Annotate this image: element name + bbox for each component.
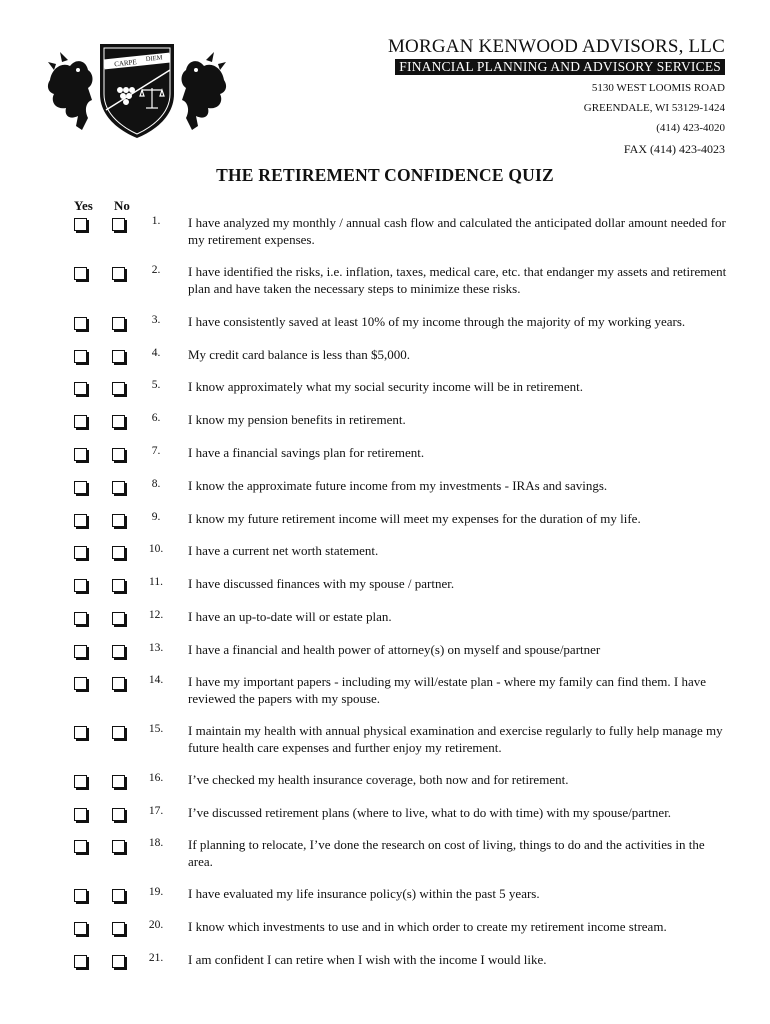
question-number: 7. [151, 445, 161, 457]
question-number: 3. [151, 314, 161, 326]
question-number: 9. [151, 511, 161, 523]
question-number: 15. [148, 723, 164, 735]
yes-checkbox[interactable] [74, 645, 87, 658]
question-number: 12. [148, 609, 164, 621]
question-number: 18. [148, 837, 164, 849]
question-text: I have discussed finances with my spouse / partner. [188, 576, 455, 591]
question-number: 2. [151, 264, 161, 276]
question-text: I’ve checked my health insurance coverage, both now and for retirement. [188, 772, 569, 787]
question-number: 5. [151, 379, 161, 391]
question-text: I maintain my health with annual physical examination and exercise regularly to fully help manage my future health care expenses and further enjoy my retirement. [188, 723, 723, 755]
no-checkbox[interactable] [112, 448, 125, 461]
question-number: 6. [151, 412, 161, 424]
svg-text:CARPE: CARPE [113, 58, 138, 69]
question-text: I have analyzed my monthly / annual cash flow and calculated the anticipated dollar amount needed for my retirement expenses. [188, 215, 726, 247]
yes-checkbox[interactable] [74, 922, 87, 935]
yes-checkbox[interactable] [74, 775, 87, 788]
no-checkbox[interactable] [112, 350, 125, 363]
quiz-title: THE RETIREMENT CONFIDENCE QUIZ [216, 165, 554, 185]
question-number: 4. [151, 347, 161, 359]
question-text: I know which investments to use and in which order to create my retirement income stream. [188, 919, 667, 934]
no-checkbox[interactable] [112, 955, 125, 968]
question-number: 13. [148, 642, 164, 654]
yes-checkbox[interactable] [74, 889, 87, 902]
question-text: I have a current net worth statement. [188, 543, 379, 558]
no-checkbox[interactable] [112, 415, 125, 428]
yes-checkbox[interactable] [74, 514, 87, 527]
svg-text:DIEM: DIEM [145, 54, 163, 64]
question-text: I have identified the risks, i.e. inflation, taxes, medical care, etc. that endanger my assets and retirement plan and have taken the necessary steps to minimize these risks. [188, 264, 727, 296]
letterhead [388, 36, 725, 76]
yes-checkbox[interactable] [74, 350, 87, 363]
no-checkbox[interactable] [112, 612, 125, 625]
yes-checkbox[interactable] [74, 218, 87, 231]
no-checkbox[interactable] [112, 889, 125, 902]
yes-checkbox[interactable] [74, 267, 87, 280]
yes-checkbox[interactable] [74, 677, 87, 690]
question-text: I have evaluated my life insurance policy(s) within the past 5 years. [188, 886, 540, 901]
no-checkbox[interactable] [112, 677, 125, 690]
question-number: 14. [148, 674, 164, 686]
yes-checkbox[interactable] [74, 382, 87, 395]
no-checkbox[interactable] [112, 579, 125, 592]
question-text: I have my important papers - including my will/estate plan - where my family can find them. I have reviewed the papers with my spouse. [188, 674, 707, 706]
yes-checkbox[interactable] [74, 808, 87, 821]
question-text: I have consistently saved at least 10% of my income through the majority of my working years. [188, 314, 686, 329]
no-checkbox[interactable] [112, 514, 125, 527]
yes-checkbox[interactable] [74, 415, 87, 428]
firm-tagline: FINANCIAL PLANNING AND ADVISORY SERVICES [395, 59, 725, 75]
yes-checkbox[interactable] [74, 955, 87, 968]
no-checkbox[interactable] [112, 808, 125, 821]
question-text: I am confident I can retire when I wish with the income I would like. [188, 952, 547, 967]
question-number: 17. [148, 805, 164, 817]
no-checkbox[interactable] [112, 726, 125, 739]
question-text: I know my pension benefits in retirement. [188, 412, 406, 427]
yes-checkbox[interactable] [74, 546, 87, 559]
question-number: 1. [151, 215, 161, 227]
fax-number: FAX (414) 423-4023 [623, 142, 725, 156]
question-text: I have a financial and health power of attorney(s) on myself and spouse/partner [188, 642, 601, 657]
yes-checkbox[interactable] [74, 726, 87, 739]
address-city: GREENDALE, WI 53129-1424 [583, 102, 725, 114]
no-checkbox[interactable] [112, 267, 125, 280]
question-number: 20. [148, 919, 164, 931]
address-street: 5130 WEST LOOMIS ROAD [591, 82, 725, 94]
no-checkbox[interactable] [112, 546, 125, 559]
yes-checkbox[interactable] [74, 612, 87, 625]
yes-checkbox[interactable] [74, 317, 87, 330]
question-number: 21. [148, 952, 164, 964]
yes-checkbox[interactable] [74, 579, 87, 592]
question-text: My credit card balance is less than $5,000. [188, 347, 411, 362]
question-text: I have an up-to-date will or estate plan. [188, 609, 392, 624]
question-number: 19. [148, 886, 164, 898]
question-text: I’ve discussed retirement plans (where to live, what to do with time) with my spouse/partner. [188, 805, 672, 820]
question-text: If planning to relocate, I’ve done the research on cost of living, things to do and the activities in the area. [188, 837, 705, 869]
no-checkbox[interactable] [112, 922, 125, 935]
no-checkbox[interactable] [112, 775, 125, 788]
yes-column-header: Yes [74, 198, 93, 213]
question-text: I have a financial savings plan for retirement. [188, 445, 425, 460]
yes-checkbox[interactable] [74, 481, 87, 494]
no-checkbox[interactable] [112, 317, 125, 330]
question-text: I know the approximate future income from my investments - IRAs and savings. [188, 478, 608, 493]
no-checkbox[interactable] [112, 218, 125, 231]
phone-number: (414) 423-4020 [656, 122, 725, 134]
question-number: 11. [149, 576, 163, 588]
question-text: I know approximately what my social security income will be in retirement. [188, 379, 583, 394]
yes-checkbox[interactable] [74, 840, 87, 853]
no-checkbox[interactable] [112, 840, 125, 853]
firm-name: MORGAN KENWOOD ADVISORS, LLC [387, 36, 725, 57]
question-number: 16. [148, 772, 164, 784]
question-text: I know my future retirement income will meet my expenses for the duration of my life. [188, 511, 641, 526]
yes-checkbox[interactable] [74, 448, 87, 461]
question-number: 10. [148, 543, 164, 555]
question-number: 8. [151, 478, 161, 490]
no-column-header: No [114, 198, 130, 213]
no-checkbox[interactable] [112, 481, 125, 494]
no-checkbox[interactable] [112, 645, 125, 658]
no-checkbox[interactable] [112, 382, 125, 395]
crest-logo [42, 40, 232, 140]
